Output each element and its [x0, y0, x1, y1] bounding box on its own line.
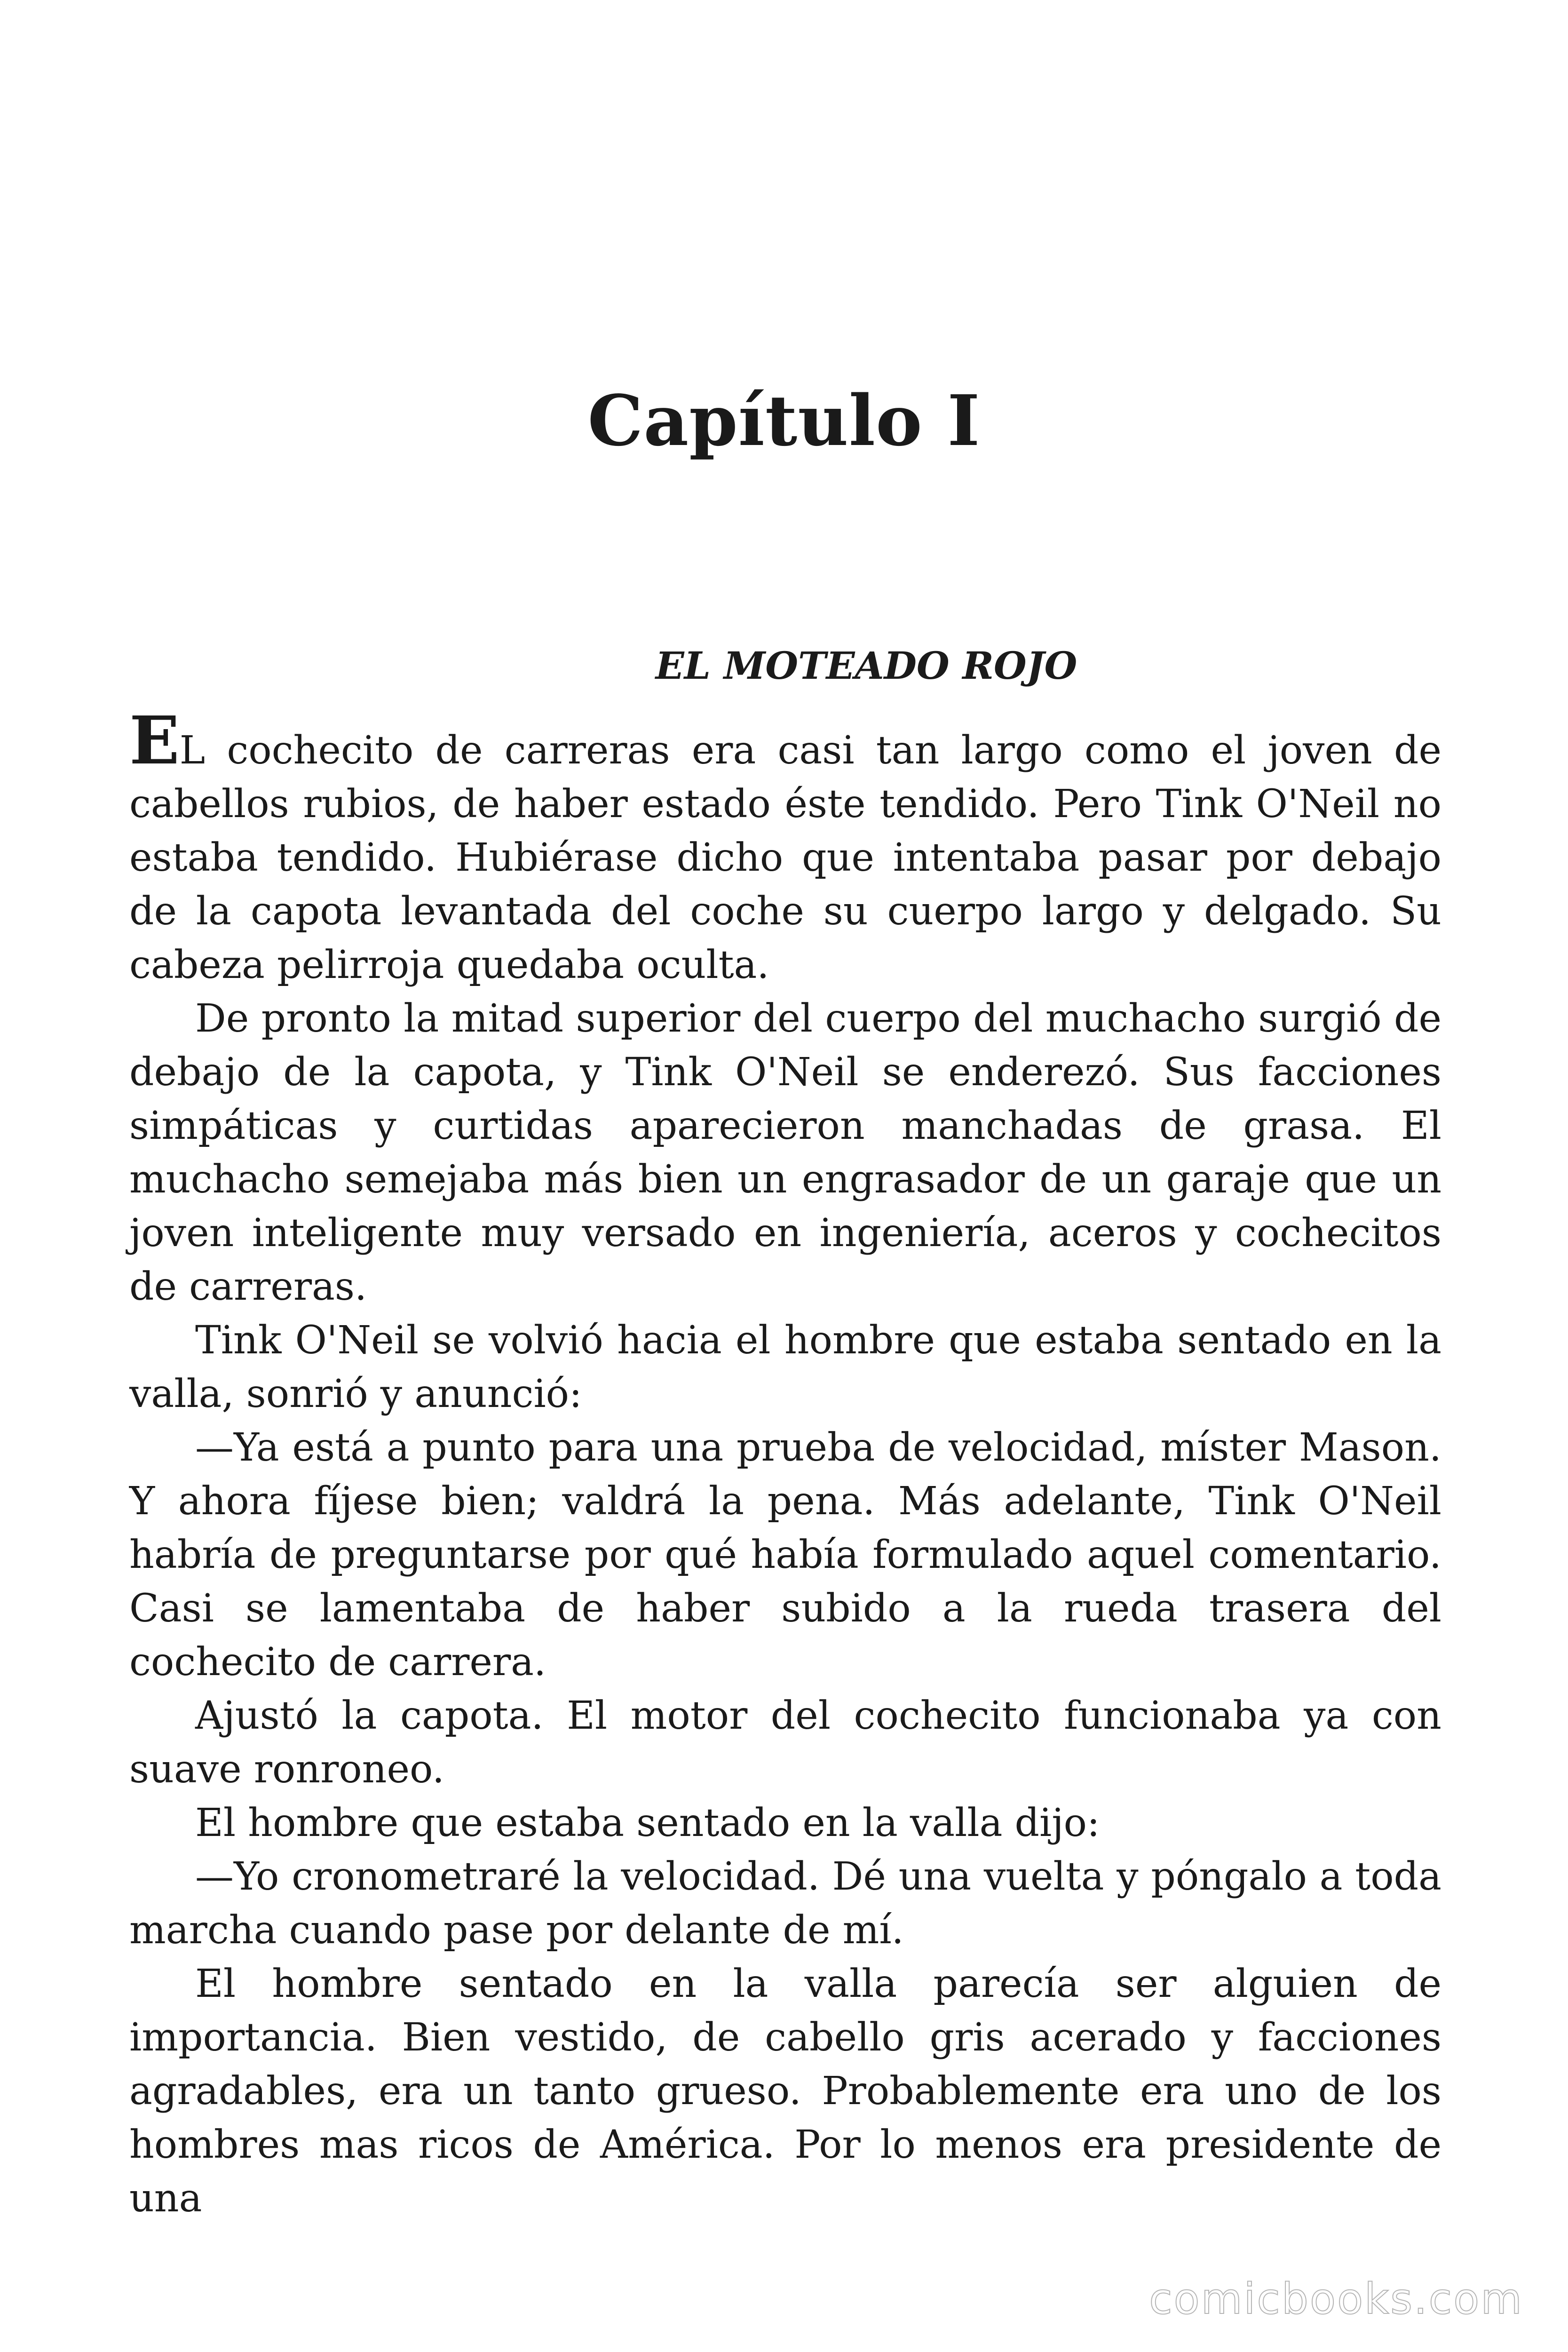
paragraph: —Yo cronometraré la velocidad. Dé una vuelta y póngalo a toda marcha cuando pase por delante de mí. — [129, 1854, 1441, 1953]
body-text — [129, 702, 1441, 2225]
paragraph: —Ya está a punto para una prueba de velocidad, míster Mason. Y ahora fíjese bien; valdrá la pena. Más adelante, Tink O'Neil habría de preguntarse por qué había formulado aquel comentario. Casi se lamentaba de haber subido a la rueda trasera del cochecito de carrera. — [129, 1425, 1441, 1685]
paragraph: El hombre sentado en la valla parecía ser alguien de importancia. Bien vestido, de cabello gris acerado y facciones agradables, era un tanto grueso. Probablemente era uno de los hombres mas ricos de América. Por lo menos era presidente de una — [129, 1962, 1441, 2221]
paragraph: Tink O'Neil se volvió hacia el hombre que estaba sentado en la valla, sonrió y anunció: — [129, 1318, 1441, 1416]
paragraph: Ajustó la capota. El motor del cochecito funcionaba ya con suave ronroneo. — [129, 1693, 1441, 1792]
first-paragraph-text: cochecito de carreras era casi tan largo como el joven de cabellos rubios, de haber estado éste tendido. Pero Tink O'Neil no estaba tendido. Hubiérase dicho que intentaba pasar por debajo de la capota levantada del coche su cuerpo largo y delgado. Su cabeza pelirroja quedaba oculta. — [129, 728, 1441, 987]
drop-cap: E — [129, 702, 180, 779]
watermark: comicbooks.com — [1149, 2274, 1523, 2324]
first-paragraph — [129, 702, 1441, 992]
paragraph: El hombre que estaba sentado en la valla dijo: — [195, 1801, 1100, 1845]
section-title: EL MOTEADO ROJO — [655, 644, 1077, 688]
paragraph: De pronto la mitad superior del cuerpo del muchacho surgió de debajo de la capota, y Tink O'Neil se enderezó. Sus facciones simpáticas y curtidas aparecieron manchadas de grasa. El muchacho semejaba más bien un engrasador de un garaje que un joven inteligente muy versado en ingeniería, aceros y cochecitos de carreras. — [129, 996, 1441, 1309]
chapter-title: Capítulo I — [587, 380, 981, 461]
drop-cap-rest: L — [179, 728, 206, 773]
